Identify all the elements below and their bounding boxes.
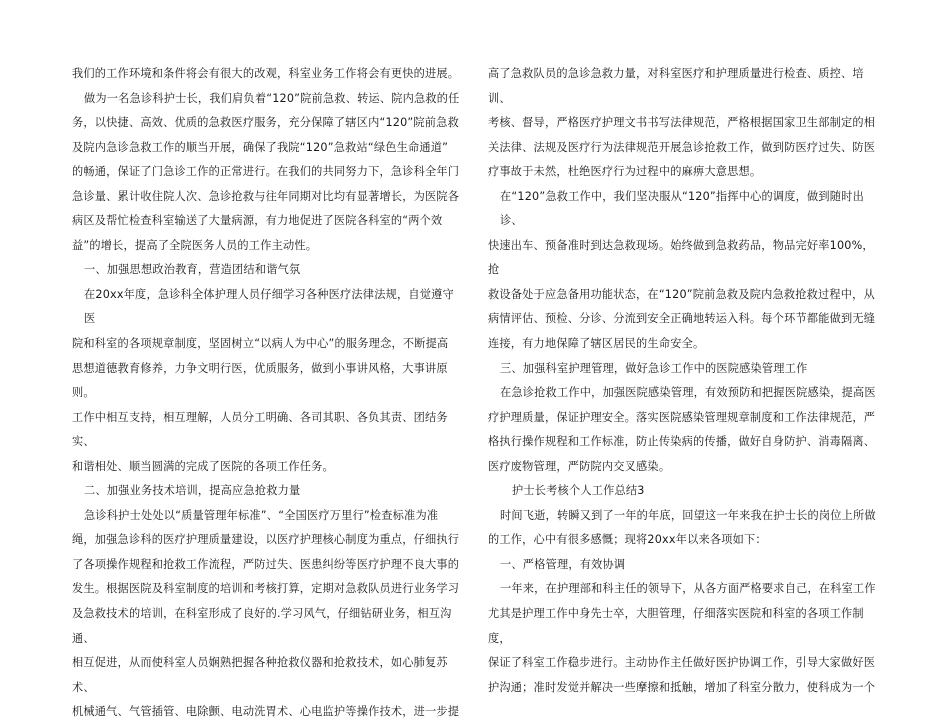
text-line: 时间飞逝，转瞬又到了一年的年底，回望这一年来我在护士长的岗位上所做 [500,508,876,522]
text-line: 及急救技术的培训，在科室形成了良好的.学习风气，仔细钻研业务，相互沟通、 [72,607,452,645]
text-line: 关法律、法规及医疗行为法律规范开展急诊抢救工作，做到防医疗过失、防医 [488,140,876,154]
text-line: 格执行操作规程和工作标准，防止传染病的传播，做好自身防护、消毒隔离、 [488,435,876,449]
text-line: 在“120”急救工作中，我们坚决服从“120”指挥中心的调度，做到随时出诊、 [500,189,864,228]
text-line: 及院内急诊急救工作的顺当开展，确保了我院“120”急救站“绿色生命通道” [72,140,449,154]
text-line: 绳，加强急诊科的医疗护理质量建设，以医疗护理核心制度为重点，仔细执行 [72,533,460,547]
text-line: 高了急救队员的急诊急救力量，对科室医疗和护理质量进行检查、质控、培训、 [488,67,864,105]
left-column [72,62,465,725]
text-line: 保证了科室工作稳步进行。主动协作主任做好医护协调工作，引导大家做好医 [488,656,876,670]
text-line: 一年来，在护理部和科主任的领导下，从各方面严格要求自己，在科室工作 [500,582,876,596]
text-line: 发生。根据医院及科室制度的培训和考核打算，定期对急救队员进行业务学习 [72,582,460,596]
text-line: 急诊科护士处处以“质量管理年标准”、“全国医疗万里行”检查标准为准 [84,508,439,522]
text-line: 机械通气、气管插管、电除颤、电动洗胃术、心电监护等操作技术，进一步提 [72,705,460,719]
text-line: 三、加强科室护理管理，做好急诊工作中的医院感染管理工作 [500,361,808,375]
text-line: 一、加强思想政治教育，营造团结和谐气氛 [84,263,301,277]
text-line: 思想道德教育修养，力争文明行医，优质服务，做到小事讲风格，大事讲原则。 [72,361,448,400]
text-line: 护士长考核个人工作总结3 [512,484,645,498]
text-line: 疗护理质量，保证护理安全。落实医院感染管理规章制度和工作法律规范，严 [488,410,876,424]
text-line: 相互促进，从而使科室人员娴熟把握各种抢救仪器和抢救技术，如心肺复苏术、 [72,656,448,694]
text-line: 务，以快捷、高效、优质的急救医疗服务，充分保障了辖区内“120”院前急救 [72,116,459,130]
text-line: 连接，有力地保障了辖区居民的生命安全。 [488,337,705,351]
text-line: 一、严格管理，有效协调 [500,557,626,571]
text-line: 益”的增长，提高了全院医务人员的工作主动性。 [72,238,318,252]
text-line: 做为一名急诊科护士长，我们肩负着“120”院前急救、转运、院内急救的任 [84,91,460,105]
text-line: 了各项操作规程和抢救工作流程，严防过失、医患纠纷等医疗护理不良大事的 [72,557,460,571]
text-line: 病区及帮忙检查科室输送了大量病源，有力地促进了医院各科室的“两个效 [72,214,443,228]
text-line: 工作中相互支持，相互理解，人员分工明确、各司其职、各负其责、团结务实、 [72,410,448,449]
right-column [488,62,881,700]
text-line: 在急诊抢救工作中，加强医院感染管理，有效预防和把握医院感染，提高医 [500,386,876,400]
text-line: 救设备处于应急备用功能状态，在“120”院前急救及院内急救抢救过程中，从 [488,287,875,301]
text-line: 和谐相处、顺当圆满的完成了医院的各项工作任务。 [72,459,334,473]
text-line: 疗事故于未然，杜绝医疗行为过程中的麻痹大意思想。 [488,165,762,179]
text-line: 在20xx年度，急诊科全体护理人员仔细学习各种医疗法律法规，自觉遵守医 [84,287,454,326]
text-line: 我们的工作环境和条件将会有很大的改观，科室业务工作将会有更快的进展。 [72,67,460,80]
text-line: 病情评估、预检、分诊、分流到安全正确地转运入科。每个环节都能做到无缝 [488,312,876,326]
text-line: 的畅通，保证了门急诊工作的正常进行。在我们的共同努力下，急诊科全年门 [72,165,460,179]
text-line: 考核、督导，严格医疗护理文书书写法律规范，严格根据国家卫生部制定的相 [488,116,876,130]
text-line: 医疗废物管理，严防院内交叉感染。 [488,459,671,473]
text-line: 急诊量、累计收住院人次、急诊抢救与往年同期对比均有显著增长，为医院各 [72,189,460,203]
text-line: 院和科室的各项规章制度，坚固树立“以病人为中心”的服务理念，不断提高 [72,337,449,351]
text-line: 二、加强业务技术培训，提高应急抢救力量 [84,484,301,498]
text-line: 的工作，心中有很多感慨；现将20xx年以来各项如下： [488,533,767,547]
text-line: 护沟通；准时发觉并解决一些摩擦和抵触，增加了科室分散力，使科成为一个 [488,680,876,694]
text-line: 尤其是护理工作中身先士卒，大胆管理，仔细落实医院和科室的各项工作制度， [488,607,864,645]
text-line: 快速出车、预备准时到达急救现场。始终做到急救药品，物品完好率100%，抢 [488,238,874,277]
